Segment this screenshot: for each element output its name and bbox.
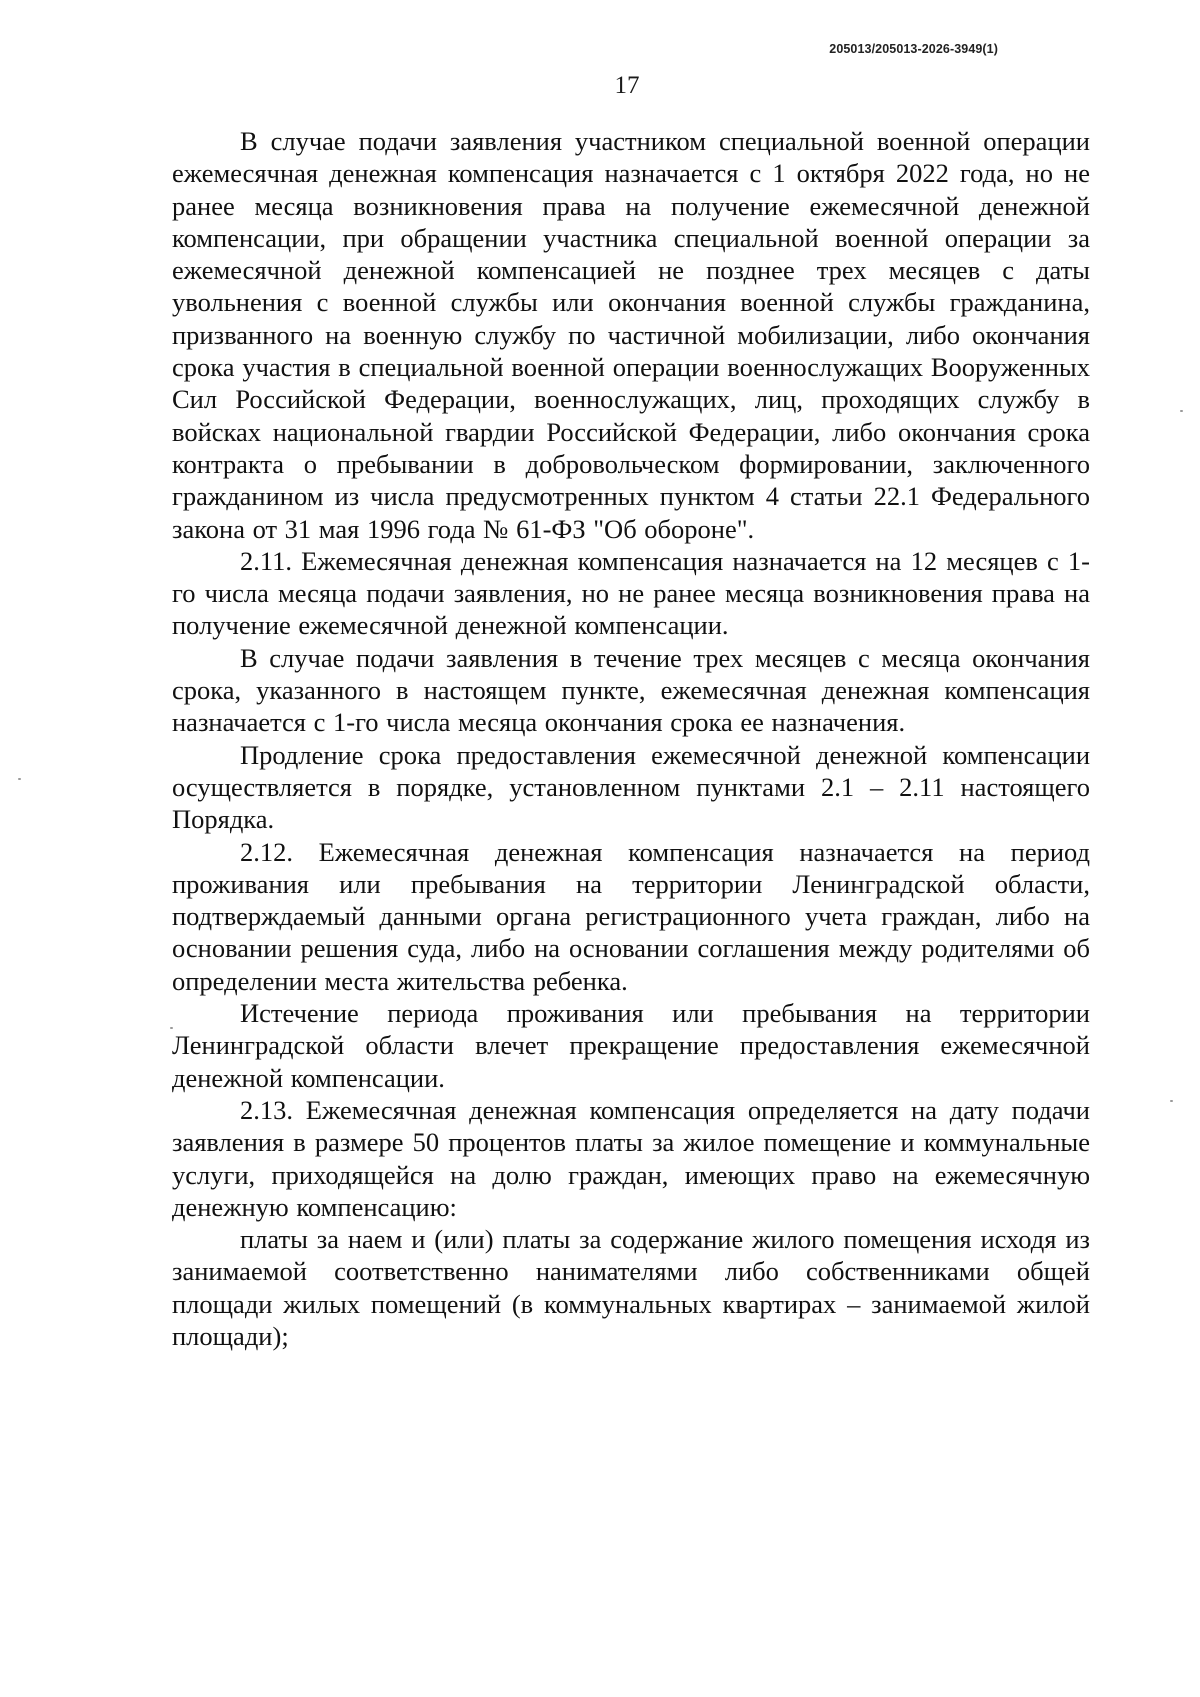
paragraph-three-months-application: В случае подачи заявления в течение трех месяцев с месяца окончания срока, указанного в настоящем пункте, ежемесячная денежная компенсация назначается с 1-го числа месяца окончания срока ее назначения. (172, 642, 1090, 738)
paragraph-2-12: 2.12. Ежемесячная денежная компенсация назначается на период проживания или пребывания на территории Ленинградской области, подтверждаемый данными органа регистрационного учета граждан, либо на основании решения суда, либо на основании соглашения между родителями об определении места жительства ребенка. (172, 836, 1090, 996)
page-number: 17 (614, 72, 640, 99)
paragraph-rent-payment: платы за наем и (или) платы за содержание жилого помещения исходя из занимаемой соответственно нанимателями либо собственниками общей площади жилых помещений (в коммунальных квартирах – занимаемой жилой площади); (172, 1224, 1090, 1351)
scan-speck (1170, 1100, 1173, 1102)
scan-speck (170, 1027, 173, 1029)
paragraph-extension: Продление срока предоставления ежемесячной денежной компенсации осуществляется в порядке, установленном пунктами 2.1 – 2.11 настоящего Порядка. (172, 739, 1090, 835)
document-body (172, 125, 1090, 1352)
paragraph-period-expiry: Истечение периода проживания или пребывания на территории Ленинградской области влечет прекращение предоставления ежемесячной денежной компенсации. (172, 998, 1090, 1093)
paragraph-svo-application: В случае подачи заявления участником специальной военной операции ежемесячная денежная компенсация назначается с 1 октября 2022 года, но не ранее месяца возникновения права на получение ежемесячной денежной компенсации, при обращении участника специальной военной операции за ежемесячной денежной компенсацией не позднее трех месяцев с даты увольнения с военной службы или окончания военной службы гражданина, призванного на военную службу по частичной мобилизации, либо окончания срока участия в специальной военной операции военнослужащих Вооруженных Сил Российской Федерации, военнослужащих, лиц, проходящих службу в войсках национальной гвардии Российской Федерации, либо окончания срока контракта о пребывании в добровольческом формировании, заключенного гражданином из числа предусмотренных пунктом 4 статьи 22.1 Федерального закона от 31 мая 1996 года № 61-ФЗ "Об обороне". (172, 126, 1090, 544)
document-registration-number: 205013/205013-2026-3949(1) (829, 42, 998, 56)
paragraph-2-11: 2.11. Ежемесячная денежная компенсация назначается на 12 месяцев с 1-го числа месяца подачи заявления, но не ранее месяца возникновения права на получение ежемесячной денежной компенсации. (172, 545, 1090, 641)
paragraph-2-13: 2.13. Ежемесячная денежная компенсация определяется на дату подачи заявления в размере 50 процентов платы за жилое помещение и коммунальные услуги, приходящейся на долю граждан, имеющих право на ежемесячную денежную компенсацию: (172, 1094, 1090, 1222)
scan-speck (18, 778, 21, 780)
scan-speck (1180, 410, 1183, 412)
